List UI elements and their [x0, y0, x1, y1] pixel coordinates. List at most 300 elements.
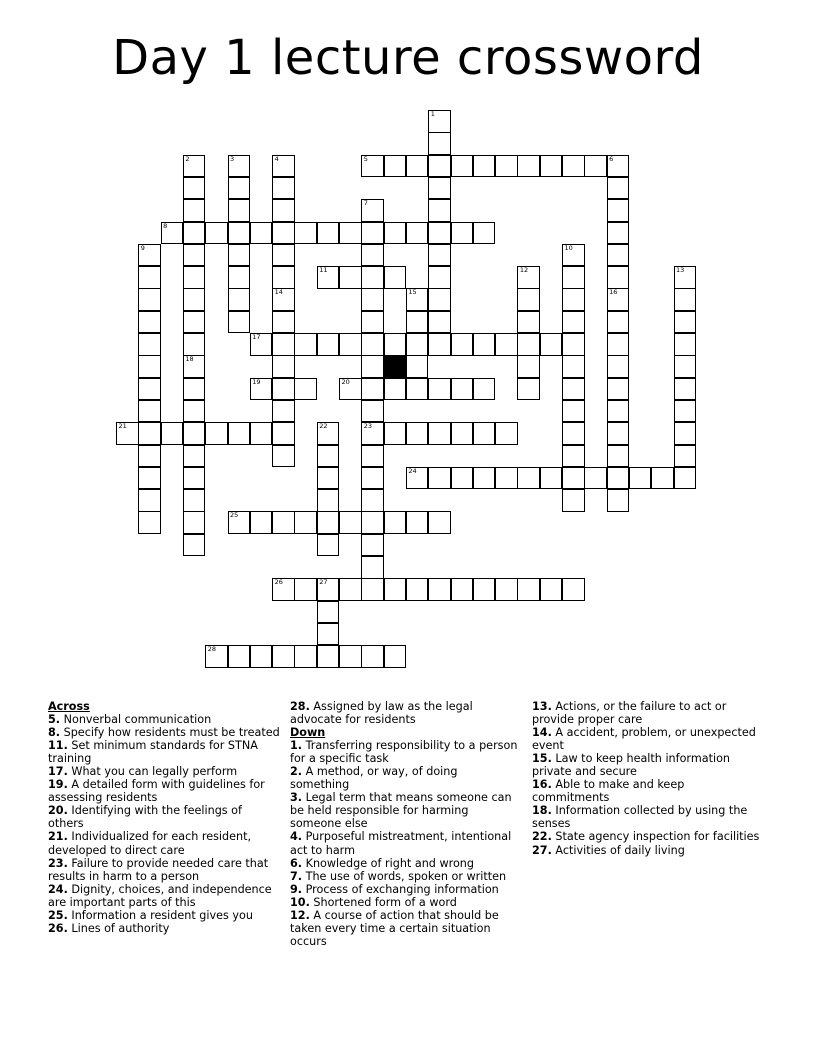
grid-cell[interactable]: [138, 333, 161, 356]
clue-text: Failure to provide needed care that results in harm to a person: [48, 856, 269, 883]
grid-cell[interactable]: [361, 155, 384, 178]
grid-cell[interactable]: [317, 445, 340, 468]
grid-cell[interactable]: [361, 244, 384, 267]
grid-cell[interactable]: [406, 355, 429, 378]
grid-cell[interactable]: [361, 489, 384, 512]
grid-cell[interactable]: [495, 155, 518, 178]
across-clue: [48, 857, 280, 883]
down-clue: [290, 870, 518, 883]
clue-num: 16.: [532, 778, 552, 792]
grid-cell[interactable]: [272, 266, 295, 289]
grid-cell[interactable]: [183, 177, 206, 200]
grid-cell[interactable]: [317, 422, 340, 445]
grid-cell[interactable]: [272, 511, 295, 534]
grid-cell[interactable]: [228, 199, 251, 222]
grid-cell[interactable]: [294, 578, 317, 601]
grid-cell[interactable]: [339, 511, 362, 534]
grid-cell[interactable]: [317, 578, 340, 601]
grid-cell[interactable]: [384, 422, 407, 445]
grid-cell[interactable]: [428, 222, 451, 245]
grid-cell[interactable]: [495, 467, 518, 490]
down-clue-list: [290, 739, 518, 948]
grid-cell[interactable]: [272, 199, 295, 222]
grid-cell[interactable]: [674, 467, 697, 490]
grid-cell[interactable]: [674, 445, 697, 468]
grid-cell[interactable]: [384, 645, 407, 668]
grid-cell[interactable]: [272, 288, 295, 311]
grid-cell[interactable]: [183, 355, 206, 378]
across-clue: [48, 909, 280, 922]
grid-cell[interactable]: [339, 333, 362, 356]
grid-cell[interactable]: [361, 534, 384, 557]
grid-cell[interactable]: [562, 155, 585, 178]
grid-cell[interactable]: [495, 422, 518, 445]
grid-cell[interactable]: [406, 222, 429, 245]
grid-cell[interactable]: [183, 489, 206, 512]
grid-cell[interactable]: [272, 378, 295, 401]
across-clue: [48, 765, 280, 778]
grid-cell[interactable]: [384, 333, 407, 356]
clue-text: Activities of daily living: [555, 843, 685, 857]
grid-cell[interactable]: [674, 311, 697, 334]
grid-cell[interactable]: [607, 445, 630, 468]
grid-cell[interactable]: [272, 244, 295, 267]
grid-cell[interactable]: [272, 422, 295, 445]
clue-text: Knowledge of right and wrong: [305, 856, 474, 870]
grid-cell[interactable]: [361, 400, 384, 423]
grid-cell[interactable]: [317, 601, 340, 624]
grid-cell[interactable]: [406, 378, 429, 401]
grid-cell[interactable]: [161, 222, 184, 245]
grid-cell[interactable]: [361, 311, 384, 334]
down-clue: [290, 883, 518, 896]
grid-cell[interactable]: [451, 467, 474, 490]
grid-cell[interactable]: [138, 378, 161, 401]
clue-text: Legal term that means someone can be held responsible for harming someone else: [290, 791, 512, 831]
clue-num: 17.: [48, 765, 68, 779]
clue-num: 23.: [48, 856, 68, 870]
grid-cell[interactable]: [250, 645, 273, 668]
clue-text: Lines of authority: [71, 921, 170, 935]
grid-cell[interactable]: [451, 155, 474, 178]
grid-cell[interactable]: [428, 333, 451, 356]
grid-cell[interactable]: [228, 244, 251, 267]
grid-cell[interactable]: [451, 333, 474, 356]
grid-cell[interactable]: [250, 378, 273, 401]
down-clue: [290, 765, 518, 791]
grid-cell[interactable]: [674, 400, 697, 423]
clue-num: 28.: [290, 700, 310, 713]
clue-number: 9: [140, 243, 145, 252]
grid-cell[interactable]: [361, 422, 384, 445]
grid-cell[interactable]: [607, 355, 630, 378]
clue-text: Process of exchanging information: [305, 882, 499, 896]
grid-cell[interactable]: [294, 333, 317, 356]
grid-cell[interactable]: [562, 489, 585, 512]
grid-cell[interactable]: [228, 222, 251, 245]
grid-cell[interactable]: [674, 266, 697, 289]
across-heading: Across: [48, 700, 90, 713]
grid-cell[interactable]: [517, 355, 540, 378]
grid-cell[interactable]: [562, 467, 585, 490]
grid-cell[interactable]: [272, 155, 295, 178]
across-clue: [48, 922, 280, 935]
grid-cell[interactable]: [629, 467, 652, 490]
grid-cell[interactable]: [517, 578, 540, 601]
grid-cell[interactable]: [473, 155, 496, 178]
grid-cell[interactable]: [384, 266, 407, 289]
grid-cell[interactable]: [339, 645, 362, 668]
grid-cell[interactable]: [540, 467, 563, 490]
grid-cell[interactable]: [584, 467, 607, 490]
grid-cell[interactable]: [250, 422, 273, 445]
clue-num: 21.: [48, 830, 68, 844]
across-clue: [290, 700, 518, 726]
grid-cell[interactable]: [317, 534, 340, 557]
grid-cell[interactable]: [428, 422, 451, 445]
grid-cell[interactable]: [517, 378, 540, 401]
grid-cell[interactable]: [317, 467, 340, 490]
grid-cell[interactable]: [406, 511, 429, 534]
across-clue: [48, 726, 280, 739]
grid-cell[interactable]: [228, 288, 251, 311]
grid-cell[interactable]: [361, 511, 384, 534]
grid-cell[interactable]: [607, 378, 630, 401]
grid-cell[interactable]: [406, 333, 429, 356]
clue-text: Identifying with the feelings of others: [48, 804, 242, 831]
grid-cell[interactable]: [406, 155, 429, 178]
grid-cell[interactable]: [473, 467, 496, 490]
grid-cell[interactable]: [607, 177, 630, 200]
clue-number: 24: [408, 466, 417, 475]
grid-cell[interactable]: [250, 222, 273, 245]
grid-cell[interactable]: [607, 288, 630, 311]
grid-cell[interactable]: [228, 311, 251, 334]
clue-text: What you can legally perform: [71, 765, 238, 779]
grid-cell[interactable]: [361, 578, 384, 601]
grid-cell[interactable]: [607, 199, 630, 222]
grid-cell[interactable]: [540, 155, 563, 178]
page-title: Day 1 lecture crossword: [112, 30, 704, 86]
grid-cell[interactable]: [562, 288, 585, 311]
grid-cell[interactable]: [183, 467, 206, 490]
grid-cell[interactable]: [428, 266, 451, 289]
grid-cell[interactable]: [339, 222, 362, 245]
grid-cell[interactable]: [517, 467, 540, 490]
across-clue: [48, 713, 280, 726]
clue-number: 26: [274, 578, 283, 587]
clue-number: 12: [519, 266, 529, 275]
grid-cell[interactable]: [517, 288, 540, 311]
grid-cell[interactable]: [451, 578, 474, 601]
grid-cell[interactable]: [317, 645, 340, 668]
grid-cell[interactable]: [361, 222, 384, 245]
clue-number: 25: [230, 511, 239, 520]
grid-cell[interactable]: [250, 333, 273, 356]
grid-cell[interactable]: [183, 244, 206, 267]
clue-text: A method, or way, of doing something: [290, 765, 458, 792]
grid-cell[interactable]: [205, 422, 228, 445]
grid-cell[interactable]: [228, 266, 251, 289]
grid-cell[interactable]: [562, 355, 585, 378]
grid-cell[interactable]: [205, 645, 228, 668]
grid-cell[interactable]: [607, 489, 630, 512]
grid-cell[interactable]: [406, 422, 429, 445]
black-cell: [384, 355, 407, 378]
grid-cell[interactable]: [495, 578, 518, 601]
grid-cell[interactable]: [451, 422, 474, 445]
clue-number: 10: [564, 243, 573, 252]
grid-cell[interactable]: [272, 177, 295, 200]
grid-cell[interactable]: [406, 288, 429, 311]
clue-number: 2: [185, 154, 190, 163]
grid-cell[interactable]: [517, 266, 540, 289]
grid-cell[interactable]: [584, 155, 607, 178]
grid-cell[interactable]: [451, 222, 474, 245]
grid-cell[interactable]: [272, 645, 295, 668]
grid-cell[interactable]: [272, 222, 295, 245]
clue-num: 6.: [290, 856, 303, 870]
grid-cell[interactable]: [138, 288, 161, 311]
clue-text: Transferring responsibility to a person for a specific task: [290, 739, 518, 766]
grid-cell[interactable]: [517, 311, 540, 334]
clue-number: 22: [319, 422, 328, 431]
grid-cell[interactable]: [428, 378, 451, 401]
clue-num: 9.: [290, 882, 303, 896]
grid-cell[interactable]: [428, 199, 451, 222]
clue-text: A accident, problem, or unexpected event: [532, 726, 756, 753]
down-clue: [532, 726, 764, 752]
grid-cell[interactable]: [205, 222, 228, 245]
grid-cell[interactable]: [250, 511, 273, 534]
grid-cell[interactable]: [361, 288, 384, 311]
grid-cell[interactable]: [495, 333, 518, 356]
grid-cell[interactable]: [138, 422, 161, 445]
clue-number: 11: [319, 266, 328, 275]
grid-cell[interactable]: [161, 422, 184, 445]
clue-number: 17: [252, 333, 261, 341]
grid-cell[interactable]: [406, 578, 429, 601]
grid-cell[interactable]: [138, 467, 161, 490]
clues-column-3: [532, 700, 764, 857]
grid-cell[interactable]: [674, 333, 697, 356]
clue-number: 6: [609, 154, 614, 163]
clue-num: 27.: [532, 843, 552, 857]
clue-text: Shortened form of a word: [313, 895, 457, 909]
grid-cell[interactable]: [138, 511, 161, 534]
grid-cell[interactable]: [562, 266, 585, 289]
grid-cell[interactable]: [272, 311, 295, 334]
clue-num: 2.: [290, 765, 303, 779]
grid-cell[interactable]: [674, 288, 697, 311]
grid-cell[interactable]: [361, 378, 384, 401]
clue-num: 22.: [532, 830, 552, 844]
down-clue: [532, 804, 764, 830]
grid-cell[interactable]: [138, 355, 161, 378]
grid-cell[interactable]: [428, 110, 451, 133]
grid-cell[interactable]: [540, 333, 563, 356]
grid-cell[interactable]: [361, 556, 384, 579]
grid-cell[interactable]: [428, 511, 451, 534]
grid-cell[interactable]: [607, 333, 630, 356]
across-clue: [48, 739, 280, 765]
grid-cell[interactable]: [384, 222, 407, 245]
clue-text: Specify how residents must be treated: [63, 726, 280, 740]
clue-number: 18: [185, 355, 194, 364]
clue-number: 8: [163, 221, 168, 230]
grid-cell[interactable]: [294, 378, 317, 401]
grid-cell[interactable]: [384, 378, 407, 401]
grid-cell[interactable]: [674, 378, 697, 401]
grid-cell[interactable]: [294, 222, 317, 245]
grid-cell[interactable]: [562, 378, 585, 401]
grid-cell[interactable]: [228, 511, 251, 534]
grid-cell[interactable]: [451, 378, 474, 401]
clue-text: A course of action that should be taken every time a certain situation occurs: [290, 908, 499, 948]
grid-cell[interactable]: [607, 244, 630, 267]
clue-num: 3.: [290, 791, 303, 805]
clue-text: The use of words, spoken or written: [305, 869, 507, 883]
grid-cell[interactable]: [138, 311, 161, 334]
grid-cell[interactable]: [473, 578, 496, 601]
grid-cell[interactable]: [384, 578, 407, 601]
grid-cell[interactable]: [607, 400, 630, 423]
grid-cell[interactable]: [272, 355, 295, 378]
clue-num: 13.: [532, 700, 552, 713]
grid-cell[interactable]: [607, 467, 630, 490]
grid-cell[interactable]: [361, 333, 384, 356]
grid-cell[interactable]: [228, 422, 251, 445]
grid-cell[interactable]: [607, 222, 630, 245]
grid-cell[interactable]: [183, 445, 206, 468]
grid-cell[interactable]: [183, 422, 206, 445]
grid-cell[interactable]: [428, 578, 451, 601]
grid-cell[interactable]: [607, 155, 630, 178]
grid-cell[interactable]: [428, 132, 451, 155]
grid-cell[interactable]: [272, 400, 295, 423]
grid-cell[interactable]: [228, 645, 251, 668]
grid-cell[interactable]: [183, 288, 206, 311]
grid-cell[interactable]: [183, 199, 206, 222]
clue-number: 13: [676, 266, 685, 275]
clue-num: 10.: [290, 895, 310, 909]
grid-cell[interactable]: [428, 155, 451, 178]
grid-cell[interactable]: [228, 155, 251, 178]
grid-cell[interactable]: [183, 155, 206, 178]
grid-cell[interactable]: [361, 199, 384, 222]
grid-cell[interactable]: [183, 333, 206, 356]
grid-cell[interactable]: [428, 244, 451, 267]
grid-cell[interactable]: [473, 222, 496, 245]
clue-num: 20.: [48, 804, 68, 818]
grid-cell[interactable]: [339, 378, 362, 401]
clue-number: 3: [230, 154, 235, 163]
grid-cell[interactable]: [607, 422, 630, 445]
grid-cell[interactable]: [317, 489, 340, 512]
grid-cell[interactable]: [562, 244, 585, 267]
grid-cell[interactable]: [272, 445, 295, 468]
grid-cell[interactable]: [361, 467, 384, 490]
grid-cell[interactable]: [183, 534, 206, 557]
grid-cell[interactable]: [183, 311, 206, 334]
grid-cell[interactable]: [406, 467, 429, 490]
grid-cell[interactable]: [138, 400, 161, 423]
grid-cell[interactable]: [272, 578, 295, 601]
clue-number: 7: [363, 199, 368, 208]
grid-cell[interactable]: [406, 311, 429, 334]
grid-cell[interactable]: [473, 422, 496, 445]
grid-cell[interactable]: [183, 378, 206, 401]
grid-cell[interactable]: [361, 645, 384, 668]
grid-cell[interactable]: [473, 333, 496, 356]
clue-text: Dignity, choices, and independence are important parts of this: [48, 882, 272, 909]
grid-cell[interactable]: [228, 177, 251, 200]
grid-cell[interactable]: [540, 578, 563, 601]
grid-cell[interactable]: [517, 333, 540, 356]
clues-column-2: [290, 700, 518, 948]
grid-cell[interactable]: [607, 311, 630, 334]
grid-cell[interactable]: [562, 311, 585, 334]
grid-cell[interactable]: [294, 645, 317, 668]
grid-cell[interactable]: [138, 266, 161, 289]
grid-cell[interactable]: [183, 222, 206, 245]
grid-cell[interactable]: [384, 155, 407, 178]
clue-num: 4.: [290, 830, 303, 844]
grid-cell[interactable]: [183, 511, 206, 534]
grid-cell[interactable]: [317, 266, 340, 289]
grid-cell[interactable]: [428, 177, 451, 200]
grid-cell[interactable]: [562, 422, 585, 445]
grid-cell[interactable]: [428, 467, 451, 490]
grid-cell[interactable]: [317, 222, 340, 245]
grid-cell[interactable]: [294, 511, 317, 534]
grid-cell[interactable]: [183, 400, 206, 423]
grid-cell[interactable]: [562, 578, 585, 601]
grid-cell[interactable]: [272, 333, 295, 356]
grid-cell[interactable]: [317, 511, 340, 534]
grid-cell[interactable]: [562, 400, 585, 423]
grid-cell[interactable]: [317, 333, 340, 356]
grid-cell[interactable]: [361, 266, 384, 289]
grid-cell[interactable]: [473, 378, 496, 401]
grid-cell[interactable]: [651, 467, 674, 490]
grid-cell[interactable]: [138, 445, 161, 468]
grid-cell[interactable]: [339, 578, 362, 601]
grid-cell[interactable]: [428, 311, 451, 334]
grid-cell[interactable]: [517, 155, 540, 178]
grid-cell[interactable]: [562, 333, 585, 356]
grid-cell[interactable]: [116, 422, 139, 445]
grid-cell[interactable]: [607, 266, 630, 289]
grid-cell[interactable]: [562, 445, 585, 468]
down-clue: [290, 830, 518, 856]
grid-cell[interactable]: [138, 244, 161, 267]
grid-cell[interactable]: [384, 511, 407, 534]
grid-cell[interactable]: [183, 266, 206, 289]
grid-cell[interactable]: [674, 422, 697, 445]
grid-cell[interactable]: [138, 489, 161, 512]
grid-cell[interactable]: [428, 288, 451, 311]
clue-num: 12.: [290, 908, 310, 922]
clue-number: 1: [430, 110, 435, 118]
grid-cell[interactable]: [674, 355, 697, 378]
clue-text: Assigned by law as the legal advocate for residents: [290, 700, 473, 727]
clue-num: 14.: [532, 726, 552, 740]
grid-cell[interactable]: [361, 445, 384, 468]
grid-cell[interactable]: [339, 266, 362, 289]
grid-cell[interactable]: [317, 623, 340, 646]
grid-cell[interactable]: [361, 355, 384, 378]
